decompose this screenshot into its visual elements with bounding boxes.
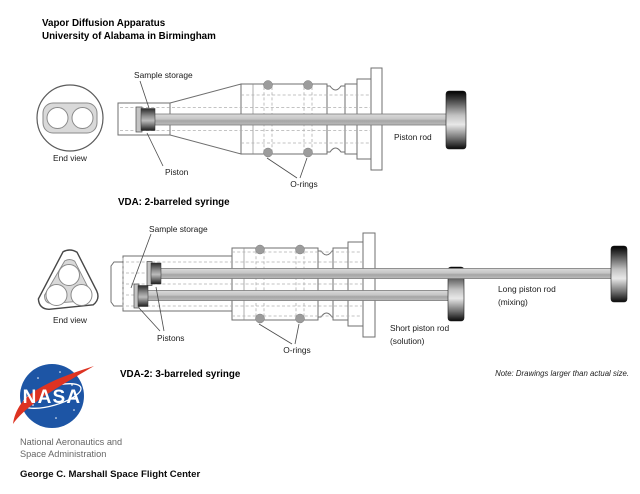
end-view-label: End view — [53, 153, 87, 163]
piston — [141, 109, 155, 131]
short-piston-rod — [147, 291, 449, 301]
lower-piston — [138, 286, 148, 307]
oring-callout-line-1 — [267, 158, 297, 178]
short-piston-rod-label-line2: (solution) — [390, 336, 425, 346]
end-view-bore-3 — [71, 285, 92, 306]
vda2-end-view — [38, 249, 100, 325]
end-view-bore-1 — [59, 265, 80, 286]
o-ring — [256, 245, 265, 254]
long-piston-rod-label-line2: (mixing) — [498, 297, 528, 307]
long-piston-rod-label-line1: Long piston rod — [498, 284, 556, 294]
vda2-caption: VDA-2: 3-barreled syringe — [120, 369, 241, 380]
piston-rod-label: Piston rod — [394, 132, 432, 142]
o-ring — [304, 148, 313, 157]
center-name: George C. Marshall Space Flight Center — [20, 469, 201, 480]
long-piston-rod — [160, 269, 612, 279]
syringe-end-cap — [111, 262, 123, 306]
end-view-bore-2 — [72, 108, 93, 129]
syringe-flange — [363, 233, 375, 337]
piston-rod-knob — [446, 91, 466, 149]
o-ring — [264, 148, 273, 157]
pistons-label: Pistons — [157, 333, 185, 343]
agency-name-line1: National Aeronautics and — [20, 437, 123, 447]
piston-label: Piston — [165, 167, 189, 177]
sample-storage-label: Sample storage — [149, 224, 208, 234]
vda-syringe-body — [118, 68, 466, 170]
orings-label: O-rings — [290, 179, 318, 189]
o-ring — [256, 314, 265, 323]
vda-2barrel-diagram — [37, 68, 466, 208]
vda-caption: VDA: 2-barreled syringe — [118, 197, 230, 208]
piston-rod — [154, 114, 447, 125]
long-rod-knob — [611, 246, 627, 302]
piston-callout-line — [147, 133, 163, 166]
oring-callout-line-1 — [259, 324, 292, 344]
o-ring — [296, 245, 305, 254]
nasa-logo-text: NASA — [22, 387, 82, 408]
end-view-bore-1 — [47, 108, 68, 129]
scale-note: Note: Drawings larger than actual size. — [495, 369, 629, 378]
o-ring — [264, 81, 273, 90]
upper-piston — [151, 263, 161, 284]
agency-name-line2: Space Administration — [20, 449, 107, 459]
oring-callout-line-2 — [295, 324, 299, 344]
o-ring — [304, 81, 313, 90]
vda-end-view — [37, 85, 103, 163]
end-view-label: End view — [53, 315, 87, 325]
vda2-3barrel-diagram — [38, 224, 627, 380]
nasa-logo — [13, 364, 94, 428]
end-view-bore-2 — [46, 285, 67, 306]
short-piston-rod-label-line1: Short piston rod — [390, 323, 450, 333]
o-ring — [296, 314, 305, 323]
oring-callout-line-2 — [300, 158, 307, 178]
page-title-line2: University of Alabama in Birmingham — [42, 31, 216, 42]
page-title-line1: Vapor Diffusion Apparatus — [42, 18, 166, 29]
sample-storage-label: Sample storage — [134, 70, 193, 80]
orings-label: O-rings — [283, 345, 311, 355]
